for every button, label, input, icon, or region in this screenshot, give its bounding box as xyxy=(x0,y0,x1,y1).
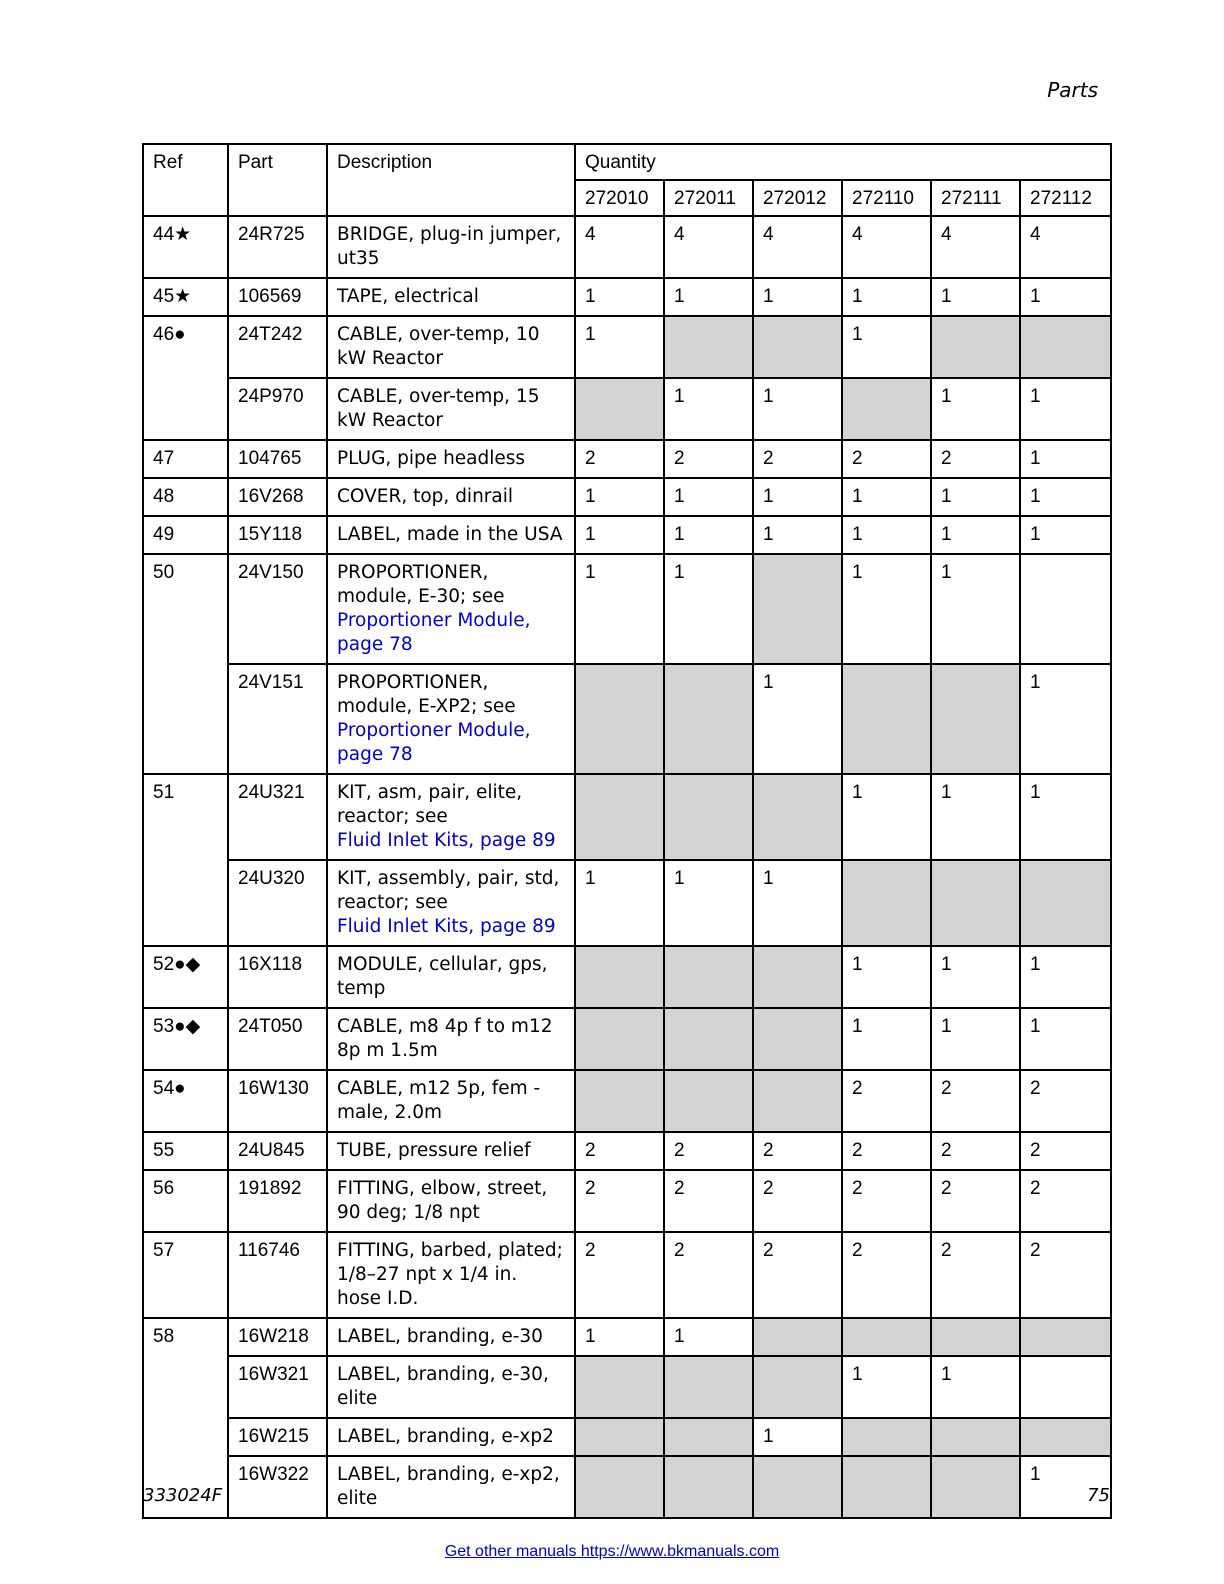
description-cell xyxy=(327,664,575,774)
model-header: 272110 xyxy=(842,180,931,216)
cross-reference-link[interactable]: Proportioner Module, page 78 xyxy=(337,720,531,765)
part-cell: 24U320 xyxy=(228,860,327,946)
quantity-cell-not-applicable xyxy=(575,1418,664,1456)
quantity-cell: 1 xyxy=(1020,516,1111,554)
description-text: LABEL, branding, e-30, elite xyxy=(337,1364,549,1409)
description-text: LABEL, branding, e-xp2, elite xyxy=(337,1464,560,1509)
cross-reference-link[interactable]: Fluid Inlet Kits, page 89 xyxy=(337,830,556,851)
table-row xyxy=(143,1070,1111,1132)
description-cell xyxy=(327,774,575,860)
description-text: CABLE, over-temp, 10 kW Reactor xyxy=(337,324,540,369)
quantity-cell-not-applicable xyxy=(842,1418,931,1456)
quantity-cell: 1 xyxy=(931,478,1020,516)
quantity-cell: 1 xyxy=(931,554,1020,664)
quantity-cell-not-applicable xyxy=(575,1070,664,1132)
description-cell xyxy=(327,946,575,1008)
quantity-cell: 2 xyxy=(1020,1170,1111,1232)
quantity-cell: 1 xyxy=(664,1318,753,1356)
quantity-cell: 2 xyxy=(664,1170,753,1232)
quantity-cell: 4 xyxy=(575,216,664,278)
quantity-cell: 4 xyxy=(1020,216,1111,278)
quantity-cell-not-applicable xyxy=(664,664,753,774)
description-text: BRIDGE, plug-in jumper, ut35 xyxy=(337,224,562,269)
description-text: CABLE, m12 5p, fem - male, 2.0m xyxy=(337,1078,541,1123)
ref-cell: 53●◆ xyxy=(143,1008,228,1070)
quantity-cell xyxy=(1020,554,1111,664)
description-cell xyxy=(327,440,575,478)
parts-table xyxy=(142,143,1112,1519)
quantity-cell-not-applicable xyxy=(664,946,753,1008)
manuals-link[interactable]: Get other manuals https://www.bkmanuals.com xyxy=(444,1543,780,1560)
quantity-cell: 1 xyxy=(664,554,753,664)
table-row xyxy=(143,316,1111,378)
quantity-cell: 1 xyxy=(753,478,842,516)
description-text: KIT, assembly, pair, std, reactor; see xyxy=(337,868,560,913)
quantity-cell-not-applicable xyxy=(842,860,931,946)
part-cell: 16W322 xyxy=(228,1456,327,1518)
description-text: CABLE, m8 4p f to m12 8p m 1.5m xyxy=(337,1016,553,1061)
table-row xyxy=(143,1132,1111,1170)
quantity-cell-not-applicable xyxy=(575,378,664,440)
quantity-cell: 2 xyxy=(842,1170,931,1232)
quantity-cell: 2 xyxy=(842,1070,931,1132)
description-header: Description xyxy=(327,144,575,216)
quantity-cell: 1 xyxy=(664,478,753,516)
quantity-cell: 2 xyxy=(575,440,664,478)
quantity-cell: 2 xyxy=(1020,1232,1111,1318)
quantity-cell-not-applicable xyxy=(842,1456,931,1518)
table-row xyxy=(143,278,1111,316)
part-cell: 16W130 xyxy=(228,1070,327,1132)
quantity-cell: 1 xyxy=(1020,664,1111,774)
ref-cell: 48 xyxy=(143,478,228,516)
quantity-cell: 1 xyxy=(931,1356,1020,1418)
quantity-cell: 1 xyxy=(575,554,664,664)
quantity-cell-not-applicable xyxy=(575,1356,664,1418)
quantity-cell: 1 xyxy=(1020,378,1111,440)
quantity-cell: 1 xyxy=(664,516,753,554)
quantity-cell-not-applicable xyxy=(664,1008,753,1070)
description-text: PROPORTIONER, module, E-XP2; see xyxy=(337,672,516,717)
model-header: 272012 xyxy=(753,180,842,216)
quantity-cell: 1 xyxy=(842,478,931,516)
description-text: MODULE, cellular, gps, temp xyxy=(337,954,548,999)
quantity-cell: 2 xyxy=(664,1232,753,1318)
quantity-cell: 2 xyxy=(664,1132,753,1170)
quantity-cell: 4 xyxy=(664,216,753,278)
quantity-cell: 2 xyxy=(664,440,753,478)
description-text: LABEL, branding, e-xp2 xyxy=(337,1426,554,1447)
quantity-cell: 1 xyxy=(931,378,1020,440)
part-header: Part xyxy=(228,144,327,216)
quantity-cell: 1 xyxy=(753,664,842,774)
page-number: 75 xyxy=(1087,1485,1110,1506)
quantity-cell-not-applicable xyxy=(842,664,931,774)
description-cell xyxy=(327,1456,575,1518)
quantity-cell-not-applicable xyxy=(1020,1318,1111,1356)
table-header-row xyxy=(143,144,1111,180)
table-row xyxy=(143,1008,1111,1070)
quantity-cell-not-applicable xyxy=(664,316,753,378)
cross-reference-link[interactable]: Proportioner Module, page 78 xyxy=(337,610,531,655)
quantity-cell: 1 xyxy=(842,1008,931,1070)
quantity-cell: 1 xyxy=(1020,946,1111,1008)
quantity-cell: 1 xyxy=(1020,278,1111,316)
table-row xyxy=(143,216,1111,278)
quantity-cell: 1 xyxy=(931,946,1020,1008)
quantity-cell-not-applicable xyxy=(1020,860,1111,946)
quantity-cell-not-applicable xyxy=(931,860,1020,946)
description-text: TAPE, electrical xyxy=(337,286,479,307)
description-text: COVER, top, dinrail xyxy=(337,486,514,507)
description-text: PROPORTIONER, module, E-30; see xyxy=(337,562,505,607)
description-text: PLUG, pipe headless xyxy=(337,448,526,469)
description-text: TUBE, pressure relief xyxy=(337,1140,531,1161)
part-cell: 24R725 xyxy=(228,216,327,278)
quantity-cell-not-applicable xyxy=(753,1356,842,1418)
model-header: 272112 xyxy=(1020,180,1111,216)
description-cell xyxy=(327,478,575,516)
ref-cell: 57 xyxy=(143,1232,228,1318)
part-cell: 16X118 xyxy=(228,946,327,1008)
quantity-cell: 1 xyxy=(753,278,842,316)
table-row xyxy=(143,1418,1111,1456)
description-text: KIT, asm, pair, elite, reactor; see xyxy=(337,782,523,827)
quantity-cell: 1 xyxy=(575,516,664,554)
table-row xyxy=(143,946,1111,1008)
description-cell xyxy=(327,316,575,378)
table-row xyxy=(143,516,1111,554)
document-number: 333024F xyxy=(143,1485,223,1506)
section-title: Parts xyxy=(1047,78,1098,102)
quantity-cell: 2 xyxy=(931,1232,1020,1318)
quantity-cell: 1 xyxy=(842,516,931,554)
part-cell: 15Y118 xyxy=(228,516,327,554)
quantity-cell-not-applicable xyxy=(575,774,664,860)
quantity-cell: 2 xyxy=(575,1132,664,1170)
ref-cell: 46● xyxy=(143,316,228,440)
part-cell: 106569 xyxy=(228,278,327,316)
quantity-cell-not-applicable xyxy=(931,1318,1020,1356)
quantity-cell: 2 xyxy=(842,440,931,478)
quantity-cell-not-applicable xyxy=(753,774,842,860)
quantity-cell: 1 xyxy=(575,278,664,316)
quantity-cell-not-applicable xyxy=(664,1356,753,1418)
description-cell xyxy=(327,1318,575,1356)
quantity-cell: 2 xyxy=(753,1232,842,1318)
description-text: LABEL, branding, e-30 xyxy=(337,1326,543,1347)
quantity-cell-not-applicable xyxy=(575,664,664,774)
quantity-cell: 1 xyxy=(664,860,753,946)
ref-cell: 47 xyxy=(143,440,228,478)
quantity-cell: 1 xyxy=(1020,440,1111,478)
part-cell: 24V150 xyxy=(228,554,327,664)
parts-table-body xyxy=(143,216,1111,1518)
table-row xyxy=(143,378,1111,440)
quantity-cell: 4 xyxy=(842,216,931,278)
quantity-cell: 2 xyxy=(575,1170,664,1232)
quantity-cell-not-applicable xyxy=(575,1008,664,1070)
quantity-cell: 2 xyxy=(1020,1070,1111,1132)
description-cell xyxy=(327,1356,575,1418)
quantity-cell-not-applicable xyxy=(575,946,664,1008)
table-row xyxy=(143,1318,1111,1356)
quantity-cell-not-applicable xyxy=(753,316,842,378)
quantity-cell: 1 xyxy=(575,1318,664,1356)
table-row xyxy=(143,478,1111,516)
quantity-cell: 1 xyxy=(1020,774,1111,860)
quantity-cell: 1 xyxy=(842,1356,931,1418)
quantity-cell: 1 xyxy=(931,774,1020,860)
description-cell xyxy=(327,1170,575,1232)
quantity-cell: 4 xyxy=(931,216,1020,278)
cross-reference-link[interactable]: Fluid Inlet Kits, page 89 xyxy=(337,916,556,937)
quantity-cell-not-applicable xyxy=(664,1418,753,1456)
part-cell: 16W215 xyxy=(228,1418,327,1456)
part-cell: 104765 xyxy=(228,440,327,478)
ref-cell: 50 xyxy=(143,554,228,774)
quantity-cell: 1 xyxy=(575,316,664,378)
quantity-cell: 1 xyxy=(664,378,753,440)
quantity-cell: 1 xyxy=(842,554,931,664)
quantity-cell: 2 xyxy=(575,1232,664,1318)
quantity-cell-not-applicable xyxy=(664,774,753,860)
quantity-cell-not-applicable xyxy=(931,1418,1020,1456)
part-cell: 24P970 xyxy=(228,378,327,440)
description-cell xyxy=(327,516,575,554)
description-text: CABLE, over-temp, 15 kW Reactor xyxy=(337,386,540,431)
quantity-cell: 1 xyxy=(931,278,1020,316)
model-header: 272010 xyxy=(575,180,664,216)
quantity-cell: 2 xyxy=(842,1132,931,1170)
description-cell xyxy=(327,554,575,664)
table-row xyxy=(143,440,1111,478)
quantity-cell: 1 xyxy=(753,860,842,946)
quantity-cell-not-applicable xyxy=(575,1456,664,1518)
quantity-cell-not-applicable xyxy=(753,1456,842,1518)
quantity-cell-not-applicable xyxy=(753,946,842,1008)
table-row xyxy=(143,1356,1111,1418)
table-row xyxy=(143,664,1111,774)
table-row xyxy=(143,1456,1111,1518)
ref-cell: 56 xyxy=(143,1170,228,1232)
description-text: FITTING, elbow, street, 90 deg; 1/8 npt xyxy=(337,1178,548,1223)
quantity-cell: 1 xyxy=(753,1418,842,1456)
table-row xyxy=(143,1232,1111,1318)
table-row xyxy=(143,554,1111,664)
description-cell xyxy=(327,1070,575,1132)
part-cell: 24T242 xyxy=(228,316,327,378)
quantity-cell: 2 xyxy=(753,1170,842,1232)
ref-cell: 58 xyxy=(143,1318,228,1518)
quantity-cell-not-applicable xyxy=(931,664,1020,774)
quantity-cell-not-applicable xyxy=(842,1318,931,1356)
quantity-cell-not-applicable xyxy=(931,316,1020,378)
quantity-cell: 1 xyxy=(842,316,931,378)
quantity-cell: 2 xyxy=(931,440,1020,478)
part-cell: 16W218 xyxy=(228,1318,327,1356)
quantity-cell: 1 xyxy=(575,860,664,946)
ref-cell: 44★ xyxy=(143,216,228,278)
description-cell xyxy=(327,1418,575,1456)
part-cell: 24U321 xyxy=(228,774,327,860)
quantity-header: Quantity xyxy=(575,144,1111,180)
quantity-cell: 1 xyxy=(664,278,753,316)
part-cell: 191892 xyxy=(228,1170,327,1232)
ref-cell: 51 xyxy=(143,774,228,946)
quantity-cell: 1 xyxy=(753,516,842,554)
quantity-cell-not-applicable xyxy=(664,1456,753,1518)
quantity-cell: 1 xyxy=(1020,478,1111,516)
description-cell xyxy=(327,1132,575,1170)
quantity-cell: 1 xyxy=(753,378,842,440)
quantity-cell: 1 xyxy=(842,774,931,860)
part-cell: 116746 xyxy=(228,1232,327,1318)
quantity-cell: 2 xyxy=(931,1132,1020,1170)
quantity-cell-not-applicable xyxy=(753,1008,842,1070)
model-header: 272111 xyxy=(931,180,1020,216)
description-cell xyxy=(327,378,575,440)
quantity-cell-not-applicable xyxy=(931,1456,1020,1518)
description-cell xyxy=(327,216,575,278)
description-text: LABEL, made in the USA xyxy=(337,524,563,545)
part-cell: 24U845 xyxy=(228,1132,327,1170)
part-cell: 16W321 xyxy=(228,1356,327,1418)
table-row xyxy=(143,1170,1111,1232)
table-row xyxy=(143,774,1111,860)
ref-cell: 54● xyxy=(143,1070,228,1132)
ref-cell: 45★ xyxy=(143,278,228,316)
description-cell xyxy=(327,860,575,946)
part-cell: 24V151 xyxy=(228,664,327,774)
quantity-cell-not-applicable xyxy=(753,554,842,664)
quantity-cell: 1 xyxy=(931,516,1020,554)
quantity-cell: 4 xyxy=(753,216,842,278)
quantity-cell: 1 xyxy=(842,946,931,1008)
ref-cell: 49 xyxy=(143,516,228,554)
quantity-cell: 2 xyxy=(753,1132,842,1170)
quantity-cell: 1 xyxy=(931,1008,1020,1070)
quantity-cell: 1 xyxy=(842,278,931,316)
quantity-cell: 2 xyxy=(931,1070,1020,1132)
quantity-cell-not-applicable xyxy=(1020,316,1111,378)
quantity-cell-not-applicable xyxy=(664,1070,753,1132)
quantity-cell-not-applicable xyxy=(753,1318,842,1356)
quantity-cell-not-applicable xyxy=(842,378,931,440)
quantity-cell-not-applicable xyxy=(1020,1418,1111,1456)
table-row xyxy=(143,860,1111,946)
ref-header: Ref xyxy=(143,144,228,216)
ref-cell: 55 xyxy=(143,1132,228,1170)
quantity-cell: 2 xyxy=(1020,1132,1111,1170)
quantity-cell: 1 xyxy=(1020,1008,1111,1070)
description-cell xyxy=(327,1232,575,1318)
description-cell xyxy=(327,1008,575,1070)
quantity-cell: 1 xyxy=(575,478,664,516)
part-cell: 24T050 xyxy=(228,1008,327,1070)
part-cell: 16V268 xyxy=(228,478,327,516)
model-header: 272011 xyxy=(664,180,753,216)
quantity-cell: 2 xyxy=(753,440,842,478)
description-text: FITTING, barbed, plated; 1/8–27 npt x 1/4 in. hose I.D. xyxy=(337,1240,563,1309)
ref-cell: 52●◆ xyxy=(143,946,228,1008)
quantity-cell: 1 xyxy=(1020,1456,1111,1518)
quantity-cell-not-applicable xyxy=(753,1070,842,1132)
description-cell xyxy=(327,278,575,316)
quantity-cell: 2 xyxy=(842,1232,931,1318)
quantity-cell: 2 xyxy=(931,1170,1020,1232)
quantity-cell xyxy=(1020,1356,1111,1418)
